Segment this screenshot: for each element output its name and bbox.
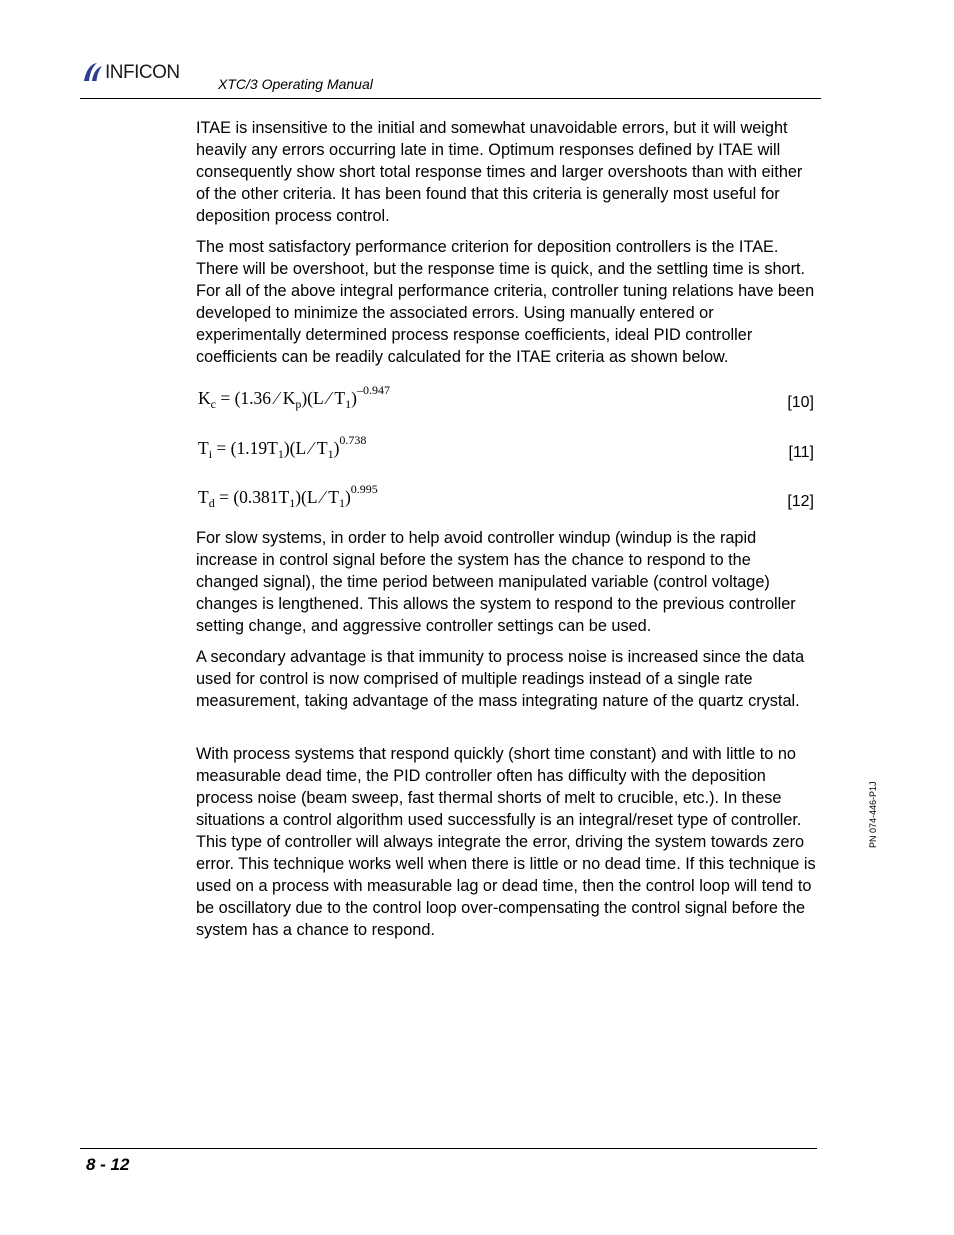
paragraph-secondary-advantage: A secondary advantage is that immunity to process noise is increased since the data used for control is now comprised of multiple readings instead of a single rate measurement, taking advantage of the mass integrating nature of the quartz crystal. xyxy=(196,648,805,710)
header-divider xyxy=(80,98,821,99)
part-number: PN 074-446-P1J xyxy=(868,781,878,848)
equation-expression: $T_i = (1.19T_1)(L$ ⁄ $T_1)^{0.738}$ xyxy=(198,433,367,461)
logo-text: INFICON xyxy=(105,61,180,83)
equation-td xyxy=(198,481,814,511)
manual-title: XTC/3 Operating Manual xyxy=(218,76,373,92)
equation-expression: $T_d = (0.381T_1)(L$ ⁄ $T_1)^{0.995}$ xyxy=(198,482,378,510)
footer-divider xyxy=(80,1148,817,1149)
paragraph-itae-insensitive: ITAE is insensitive to the initial and somewhat unavoidable errors, but it will weight heavily any errors occurring late in time. Optimum responses defined by ITAE will consequently show short total response times and larger overshoots than with either of the other criteria. It has been found that this criteria is generally most useful for deposition process control. xyxy=(196,119,803,225)
inficon-logo xyxy=(81,60,180,84)
paragraph-fast-systems: With process systems that respond quickly (short time constant) and with little to no measurable dead time, the PID controller often has difficulty with the deposition process noise (beam sweep, fast thermal shorts of melt to crucible, etc.). In these situations a control algorithm used successfully is an integral/reset type of controller. This type of controller will always integrate the error, driving the system towards zero error. This technique works well when there is little or no dead time. If this technique is used on a process with measurable lag or dead time, then the control loop will tend to be oscillatory due to the control loop over-compensating the control signal before the system has a chance to respond. xyxy=(196,745,816,939)
inficon-swoosh-icon xyxy=(81,61,103,83)
paragraph-slow-systems: For slow systems, in order to help avoid controller windup (windup is the rapid increase in control signal before the system has the chance to respond to the changed signal), the time period between manipulated variable (control voltage) changes is lengthened. This allows the system to respond to the previous controller setting change, and aggressive controller settings can be used. xyxy=(196,529,796,635)
equation-kc xyxy=(198,382,814,412)
equation-ti xyxy=(198,432,814,462)
equation-number: [12] xyxy=(787,493,814,510)
paragraph-performance-criterion: The most satisfactory performance criterion for deposition controllers is the ITAE. There will be overshoot, but the response time is quick, and the settling time is short. For all of the above integral performance criteria, controller tuning relations have been developed to minimize the associated errors. Using manually entered or experimentally determined process response coefficients, ideal PID controller coefficients can be readily calculated for the ITAE criteria as shown below. xyxy=(196,238,815,366)
equation-number: [10] xyxy=(787,394,814,411)
page-number: 8 - 12 xyxy=(86,1155,130,1174)
equation-expression: $K_c = (1.36$ ⁄ $K_p)(L$ ⁄ $T_1)^{-0.947}$ xyxy=(198,383,390,411)
equation-number: [11] xyxy=(788,444,814,461)
